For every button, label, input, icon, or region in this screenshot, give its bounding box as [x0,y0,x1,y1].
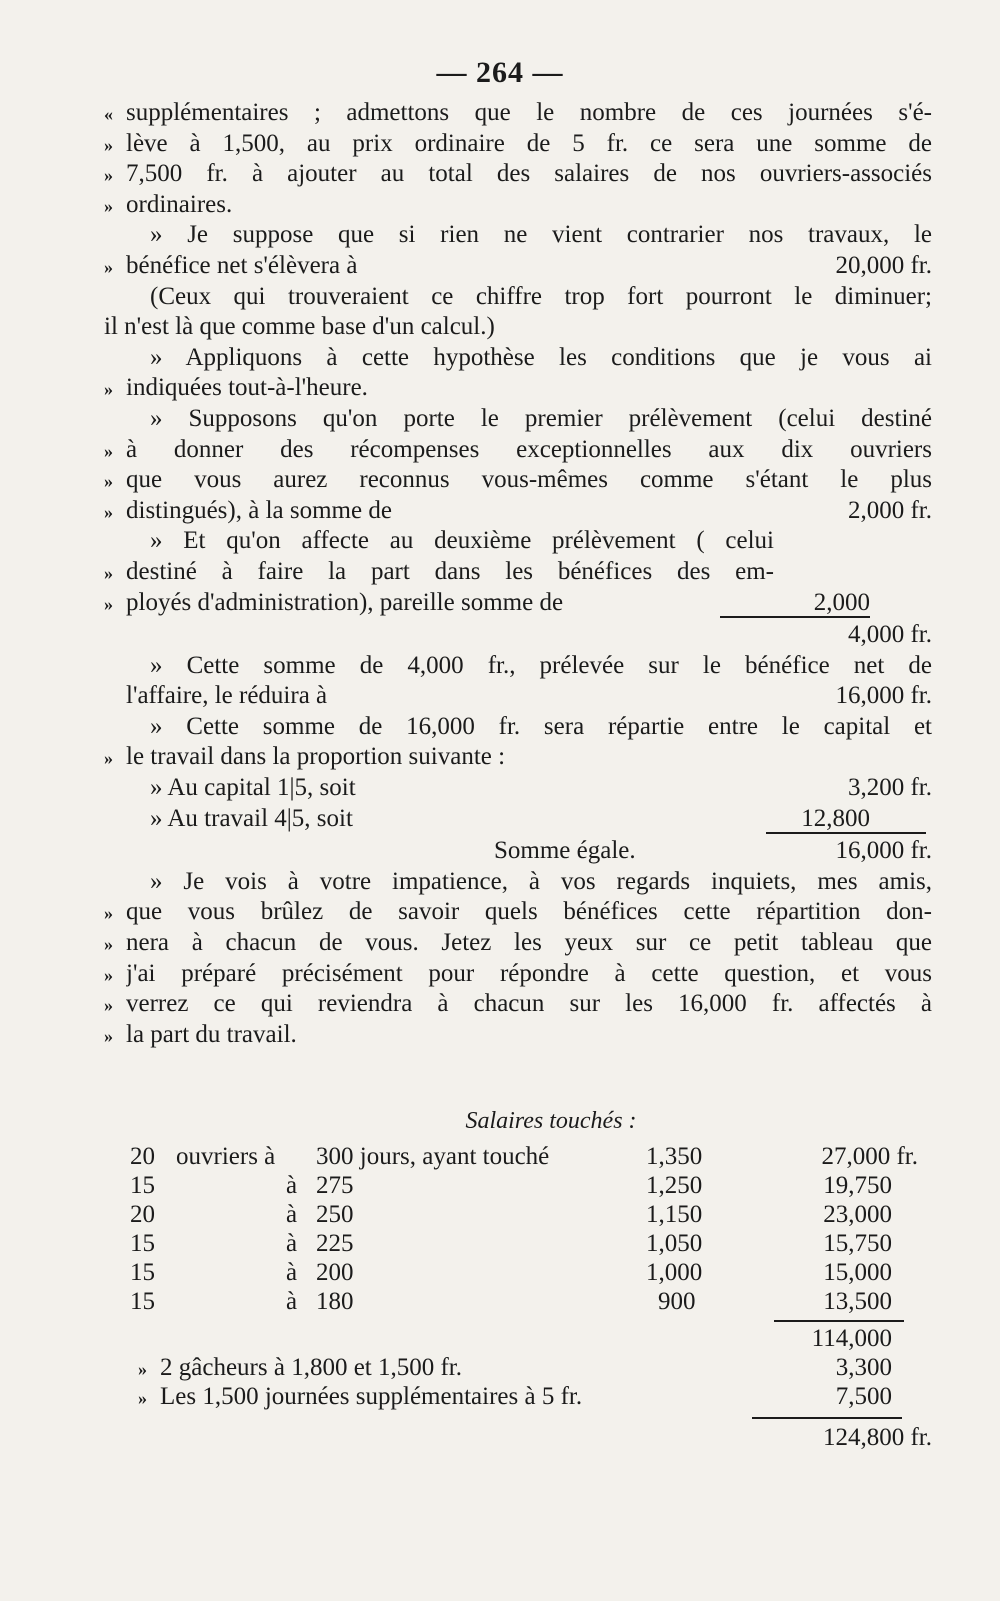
text-line: » destiné à faire la part dans les bénéfices des em- [104,557,774,585]
amount: 2,000 fr. [847,496,932,524]
text-line: » lève à 1,500, au prix ordinaire de 5 fr. ce sera une somme de [104,129,932,157]
text-line: » bénéfice net s'élèvera à 20,000 fr. [104,251,932,282]
text-line: » ordinaires. [104,190,233,218]
text-line: « supplémentaires ; admettons que le nombre de ces journées s'é- [104,99,932,126]
grand-total-value: 124,800 fr. [822,1424,932,1451]
text-line [104,620,932,651]
subtotal-row [130,1324,932,1353]
text-line: » verrez ce qui reviendra à chacun sur les 16,000 fr. affectés à [104,990,932,1018]
table-row: 15 à 200 1,000 15,000 [130,1259,892,1286]
text-line: » nera à chacun de vous. Jetez les yeux sur ce petit tableau que [104,929,932,957]
text-line: » Cette somme de 4,000 fr., prélevée sur le bénéfice net de [150,651,932,679]
text-line: » que vous brûlez de savoir quels bénéfices cette répartition don- [104,898,932,926]
text-line: » ployés d'administration), pareille somme de 2,000 [104,588,870,619]
text-line: » à donner des récompenses exceptionnelles aux dix ouvriers [104,435,932,463]
text-line: » Supposons qu'on porte le premier prélèvement (celui destiné [150,404,932,432]
table-row: 15 à 275 1,250 19,750 [130,1172,892,1199]
subtotal-rule [774,1320,904,1322]
amount: 16,000 fr. [835,837,932,865]
text-line: Somme égale. 16,000 fr. [104,836,932,867]
text-line: » j'ai préparé précisément pour répondre à cette question, et vous [104,959,932,987]
text-line: » indiquées tout-à-l'heure. [104,374,368,402]
amount: 4,000 fr. [847,621,932,649]
text-line: » que vous aurez reconnus vous-mêmes comme s'étant le plus [104,466,932,494]
extra-row: » Les 1,500 journées supplémentaires à 5 fr. 7,500 [138,1383,892,1410]
grand-total-row [130,1423,932,1452]
text-line: » 7,500 fr. à ajouter au total des salaires de nos ouvriers-associés [104,160,932,188]
amount: 2,000 [813,588,870,616]
salary-table [130,1107,932,1452]
text-line: » distingués), à la somme de 2,000 fr. [104,496,932,527]
amount: 20,000 fr. [835,251,932,279]
total-rule [752,1417,902,1419]
subtotal-value: 114,000 [811,1325,892,1352]
text-line: » Appliquons à cette hypothèse les conditions que je vous ai [150,343,932,371]
amount: 16,000 fr. [835,682,932,710]
amount: 12,800 [801,804,870,832]
text-line: » le travail dans la proportion suivante : [104,743,506,771]
text-line: » Cette somme de 16,000 fr. sera répartie entre le capital et [150,712,932,740]
text-line: » la part du travail. [104,1020,297,1048]
extra-row: » 2 gâcheurs à 1,800 et 1,500 fr. 3,300 [138,1354,892,1381]
table-row: 15 à 225 1,050 15,750 [130,1230,892,1257]
amount: 3,200 fr. [847,774,932,802]
body-text [104,98,932,1050]
text-line: (Ceux qui trouveraient ce chiffre trop fort pourront le diminuer; [150,282,932,310]
text-line: il n'est là que comme base d'un calcul.) [104,313,495,341]
text-line: » Je suppose que si rien ne vient contrarier nos travaux, le [150,221,932,249]
table-row: 15 à 180 900 13,500 [130,1288,892,1315]
page-number: — 264 — [436,56,564,89]
text-line: » Je vois à votre impatience, à vos regards inquiets, mes amis, [150,867,932,895]
table-row: 20 ouvriers à 300 jours, ayant touché 1,350 27,000 fr. [130,1143,918,1170]
text-line: » Et qu'on affecte au deuxième prélèvement ( celui [150,527,774,555]
text-line: » Au travail 4|5, soit 12,800 [104,804,870,835]
table-title: Salaires touchés : [465,1108,637,1134]
text-line: l'affaire, le réduira à 16,000 fr. [104,681,932,712]
text-line: » Au capital 1|5, soit 3,200 fr. [104,773,932,804]
table-row: 20 à 250 1,150 23,000 [130,1201,892,1228]
